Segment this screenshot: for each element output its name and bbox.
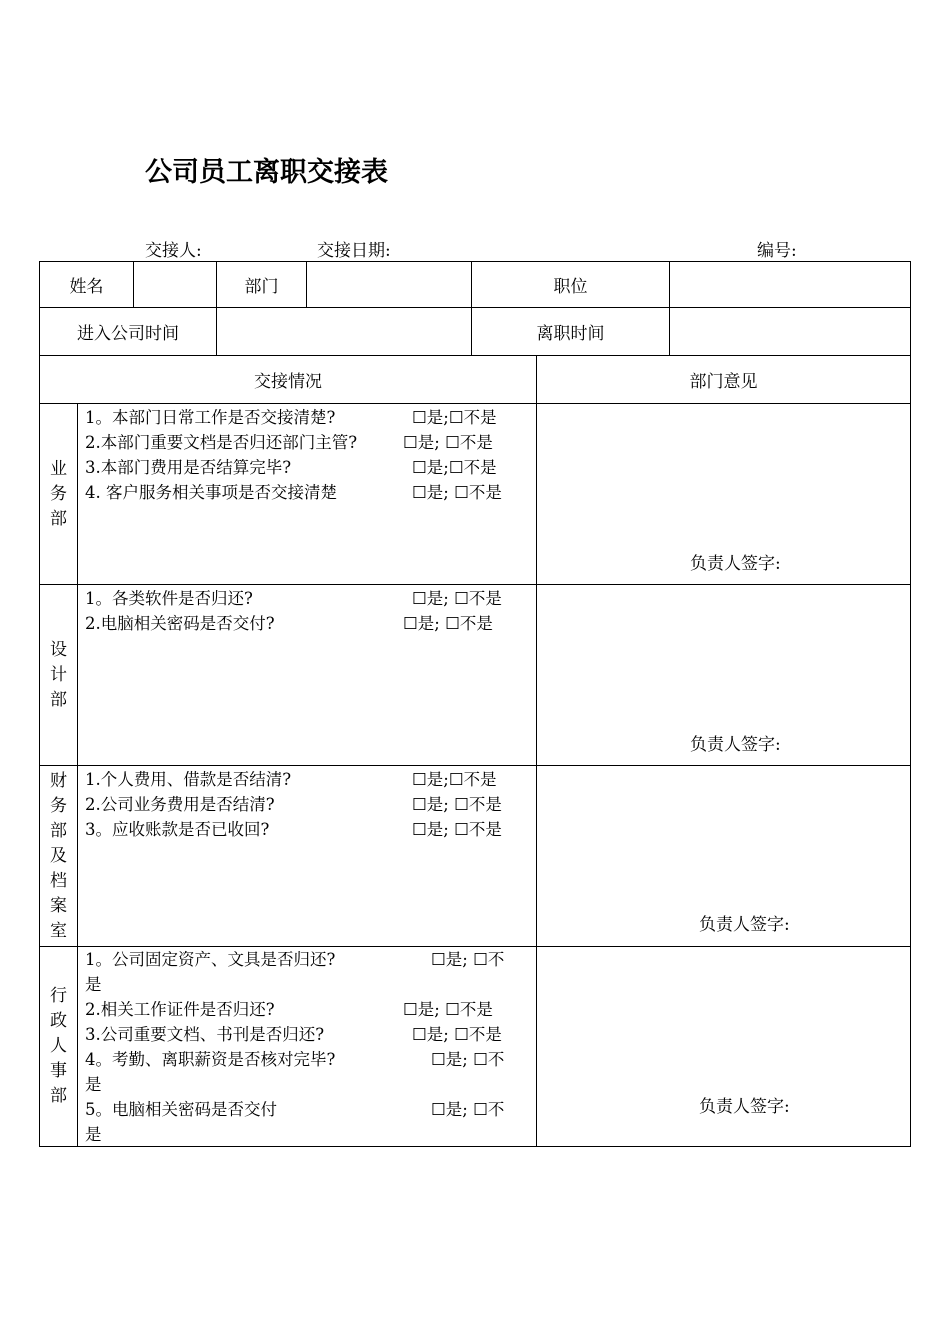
checklist-finance <box>85 767 530 842</box>
yes-no-checkbox[interactable]: ☐是; ☐不是 <box>403 614 493 633</box>
signature-label: 负责人签字: <box>690 735 781 755</box>
list-item: 5。电脑相关密码是否交付 ☐是; ☐不 是 <box>85 1097 530 1147</box>
serial-no-label: 编号: <box>757 241 797 261</box>
department-value[interactable] <box>307 262 471 307</box>
yes-no-checkbox[interactable]: ☐是; ☐不是 <box>412 1025 502 1044</box>
yes-no-checkbox[interactable]: ☐是; ☐不是 <box>412 795 502 814</box>
list-item: 2.本部门重要文档是否归还部门主管? ☐是; ☐不是 <box>85 430 530 455</box>
dept-label-admin-hr: 行 政 人 事 部 <box>50 986 67 1106</box>
name-value[interactable] <box>134 262 216 307</box>
yes-no-checkbox[interactable]: ☐是; ☐不 <box>431 950 505 969</box>
yes-no-checkbox[interactable]: ☐是; ☐不是 <box>412 589 502 608</box>
list-item: 1.个人费用、借款是否结清? ☐是;☐不是 <box>85 767 530 792</box>
yes-no-checkbox[interactable]: ☐是;☐不是 <box>412 408 497 427</box>
handover-person-label: 交接人: <box>145 241 202 261</box>
list-item: 3。应收账款是否已收回? ☐是; ☐不是 <box>85 817 530 842</box>
dept-label-design: 设 计 部 <box>50 639 67 710</box>
list-item: 2.公司业务费用是否结清? ☐是; ☐不是 <box>85 792 530 817</box>
list-item: 2.相关工作证件是否归还? ☐是; ☐不是 <box>85 997 530 1022</box>
dept-opinion-header: 部门意见 <box>689 372 758 392</box>
signature-label: 负责人签字: <box>690 554 781 574</box>
list-item: 4。考勤、离职薪资是否核对完毕? ☐是; ☐不 是 <box>85 1047 530 1097</box>
dept-label-finance: 财 务 部 及 档 案 室 <box>50 770 67 941</box>
yes-no-checkbox[interactable]: ☐是; ☐不 <box>431 1100 505 1119</box>
join-date-label: 进入公司时间 <box>77 324 179 344</box>
list-item: 1。公司固定资产、文具是否归还? ☐是; ☐不 是 <box>85 947 530 997</box>
list-item: 1。本部门日常工作是否交接清楚? ☐是;☐不是 <box>85 405 530 430</box>
position-label: 职位 <box>553 277 588 297</box>
page-title: 公司员工离职交接表 <box>145 157 388 188</box>
dept-label-sales: 业 务 部 <box>50 458 67 529</box>
signature-label: 负责人签字: <box>699 1097 790 1117</box>
handover-status-header: 交接情况 <box>254 372 322 392</box>
department-label: 部门 <box>244 277 279 297</box>
checklist-admin-hr <box>85 947 530 1147</box>
yes-no-checkbox[interactable]: ☐是; ☐不是 <box>403 433 493 452</box>
yes-no-checkbox[interactable]: ☐是;☐不是 <box>412 458 497 477</box>
name-label: 姓名 <box>69 277 104 297</box>
yes-no-checkbox[interactable]: ☐是;☐不是 <box>412 770 497 789</box>
handover-date-label: 交接日期: <box>317 241 391 261</box>
join-date-value[interactable] <box>217 308 471 355</box>
list-item: 1。各类软件是否归还? ☐是; ☐不是 <box>85 586 530 611</box>
list-item: 4. 客户服务相关事项是否交接清楚 ☐是; ☐不是 <box>85 480 530 505</box>
yes-no-checkbox[interactable]: ☐是; ☐不是 <box>412 483 502 502</box>
signature-label: 负责人签字: <box>699 915 790 935</box>
checklist-design <box>85 586 530 636</box>
yes-no-checkbox[interactable]: ☐是; ☐不是 <box>412 820 502 839</box>
yes-no-checkbox[interactable]: ☐是; ☐不是 <box>403 1000 493 1019</box>
checklist-sales <box>85 405 530 505</box>
list-item: 3.公司重要文档、书刊是否归还? ☐是; ☐不是 <box>85 1022 530 1047</box>
list-item: 3.本部门费用是否结算完毕? ☐是;☐不是 <box>85 455 530 480</box>
position-value[interactable] <box>670 262 910 307</box>
yes-no-checkbox[interactable]: ☐是; ☐不 <box>431 1050 505 1069</box>
list-item: 2.电脑相关密码是否交付? ☐是; ☐不是 <box>85 611 530 636</box>
leave-date-label: 离职时间 <box>536 324 605 344</box>
leave-date-value[interactable] <box>670 308 910 355</box>
